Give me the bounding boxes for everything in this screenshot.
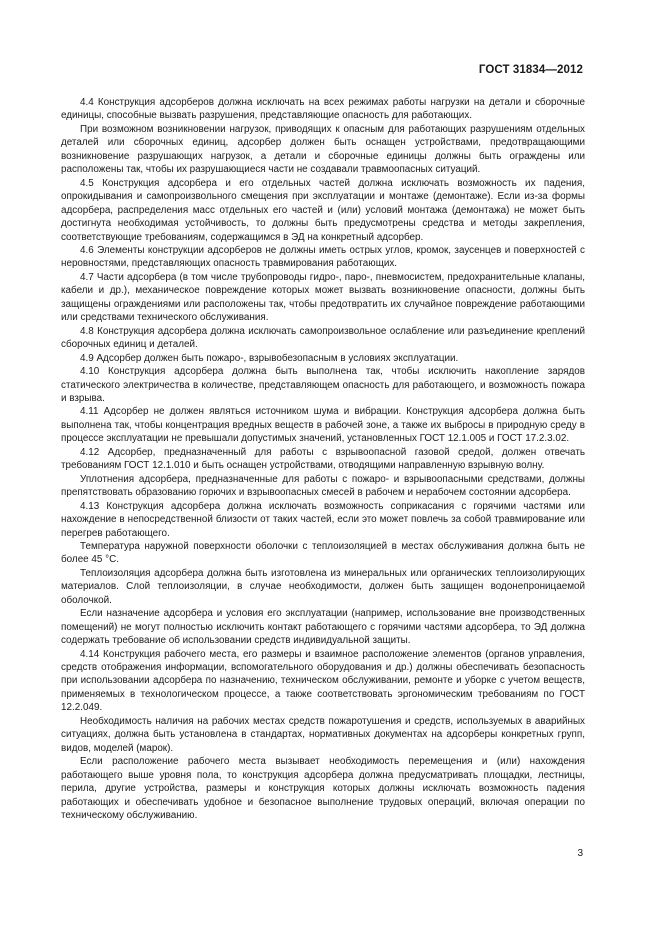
paragraph-4-4: 4.4 Конструкция адсорберов должна исключать на всех режимах работы нагрузки на детали и сборочные единицы, способные вызвать разрушения, представляющие опасность для работающих. [61,97,585,122]
paragraph-4-13: 4.13 Конструкция адсорбера должна исключать возможность соприкасания с горячими частями или нахождение в непосредственной близости от таких частей, если это может повлечь за собой травмирование или перегрев работающего. [61,500,585,539]
document-body [61,96,585,822]
paragraph-4-7: 4.7 Части адсорбера (в том числе трубопроводы гидро-, паро-, пневмосистем, предохранительные клапаны, кабели и др.), механическое повреждение которых может вызвать возникновение опасности, должны быть защищены ограждениями или расположены так, чтобы предотвратить их случайное повреждение работающими или средствами технического обслуживания. [61,271,585,324]
standard-number-header: ГОСТ 31834—2012 [478,64,583,76]
paragraph-4-14-firefighting: Необходимость наличия на рабочих местах средств пожаротушения и средств, используемых в аварийных ситуациях, должна быть установлена в стандартах, нормативных документах на адсорберы конкретных групп, видов, моделей (марок). [61,715,585,754]
paragraph-4-14: 4.14 Конструкция рабочего места, его размеры и взаимное расположение элементов (органов управления, средств отображения информации, вспомогательного оборудования и др.) должны обеспечивать безопасность при использовании адсорбера по назначению, техническом обслуживании, ремонте и уборке с учетом веществ, применяемых в технологическом процессе, а также соответствовать эргономическим требованиям по ГОСТ 12.2.049. [61,648,585,714]
page-number: 3 [577,848,583,859]
paragraph-4-13-temperature: Температура наружной поверхности оболочки с теплоизоляцией в местах обслуживания должна быть не более 45 °С. [61,540,585,566]
paragraph-4-13-insulation: Теплоизоляция адсорбера должна быть изготовлена из минеральных или органических теплоизолирующих материалов. Слой теплоизоляции, в случае необходимости, должен быть защищен водонепроницаемой оболочкой. [61,567,585,606]
paragraph-4-12-seals: Уплотнения адсорбера, предназначенные для работы с пожаро- и взрывоопасными средствами, должны препятствовать образованию горючих и взрывоопасных смесей в рабочем и нерабочем состоянии адсорбера. [61,473,585,499]
paragraph-4-10: 4.10 Конструкция адсорбера должна быть выполнена так, чтобы исключить накопление зарядов статического электричества в количестве, представляющем опасность для работающего, и возможность пожара и взрыва. [61,366,585,404]
paragraph-4-4-loads: При возможном возникновении нагрузок, приводящих к опасным для работающих разрушениям отдельных деталей или сборочных единиц, адсорбер должен быть оснащен устройствами, предотвращающими возникновение разрушающих нагрузок, а детали и сборочные единицы должны быть ограждены или расположены так, чтобы их разрушающиеся части не создавали травмоопасных ситуаций. [61,123,585,176]
paragraph-4-11: 4.11 Адсорбер не должен являться источником шума и вибрации. Конструкция адсорбера должна быть выполнена так, чтобы концентрация вредных веществ в рабочей зоне, а также их выбросы в природную среду в процессе эксплуатации не превышали допустимых значений, установленных ГОСТ 12.1.005 и ГОСТ 17.2.3.02. [61,406,585,445]
paragraph-4-6: 4.6 Элементы конструкции адсорберов не должны иметь острых углов, кромок, заусенцев и поверхностей с неровностями, представляющих опасность травмирования работающих. [61,244,585,270]
paragraph-4-5: 4.5 Конструкция адсорбера и его отдельных частей должна исключать возможность их падения, опрокидывания и самопроизвольного смещения при эксплуатации и монтаже (демонтаже). Если из-за формы адсорбера, распределения масс отдельных его частей и (или) условий монтажа (демонтажа) не может быть достигнута необходимая устойчивость, то должны быть предусмотрены средства и методы закрепления, соответствующие требованиям, содержащимся в ЭД на конкретный адсорбер. [61,177,585,243]
paragraph-4-12: 4.12 Адсорбер, предназначенный для работы с взрывоопасной газовой средой, должен отвечать требованиям ГОСТ 12.1.010 и быть оснащен устройствами, отводящими направленную взрывную волну. [61,446,585,472]
paragraph-4-13-protection: Если назначение адсорбера и условия его эксплуатации (например, использование вне производственных помещений) не могут полностью исключить контакт работающего с горячими частями адсорбера, то ЭД должна содержать требование об использовании средств индивидуальной защиты. [61,608,585,647]
paragraph-4-8: 4.8 Конструкция адсорбера должна исключать самопроизвольное ослабление или разъединение креплений сборочных единиц и деталей. [61,325,585,351]
paragraph-4-9: 4.9 Адсорбер должен быть пожаро-, взрывобезопасным в условиях эксплуатации. [80,352,459,364]
paragraph-4-14-platforms: Если расположение рабочего места вызывает необходимость перемещения и (или) нахождения работающего выше уровня пола, то конструкция адсорбера должна предусматривать площадки, лестницы, перила, другие устройства, размеры и конструкция которых должны исключать возможность падения работающих и обеспечивать удобное и безопасное выполнение трудовых операций, включая операции по техническому обслуживанию. [61,756,585,822]
